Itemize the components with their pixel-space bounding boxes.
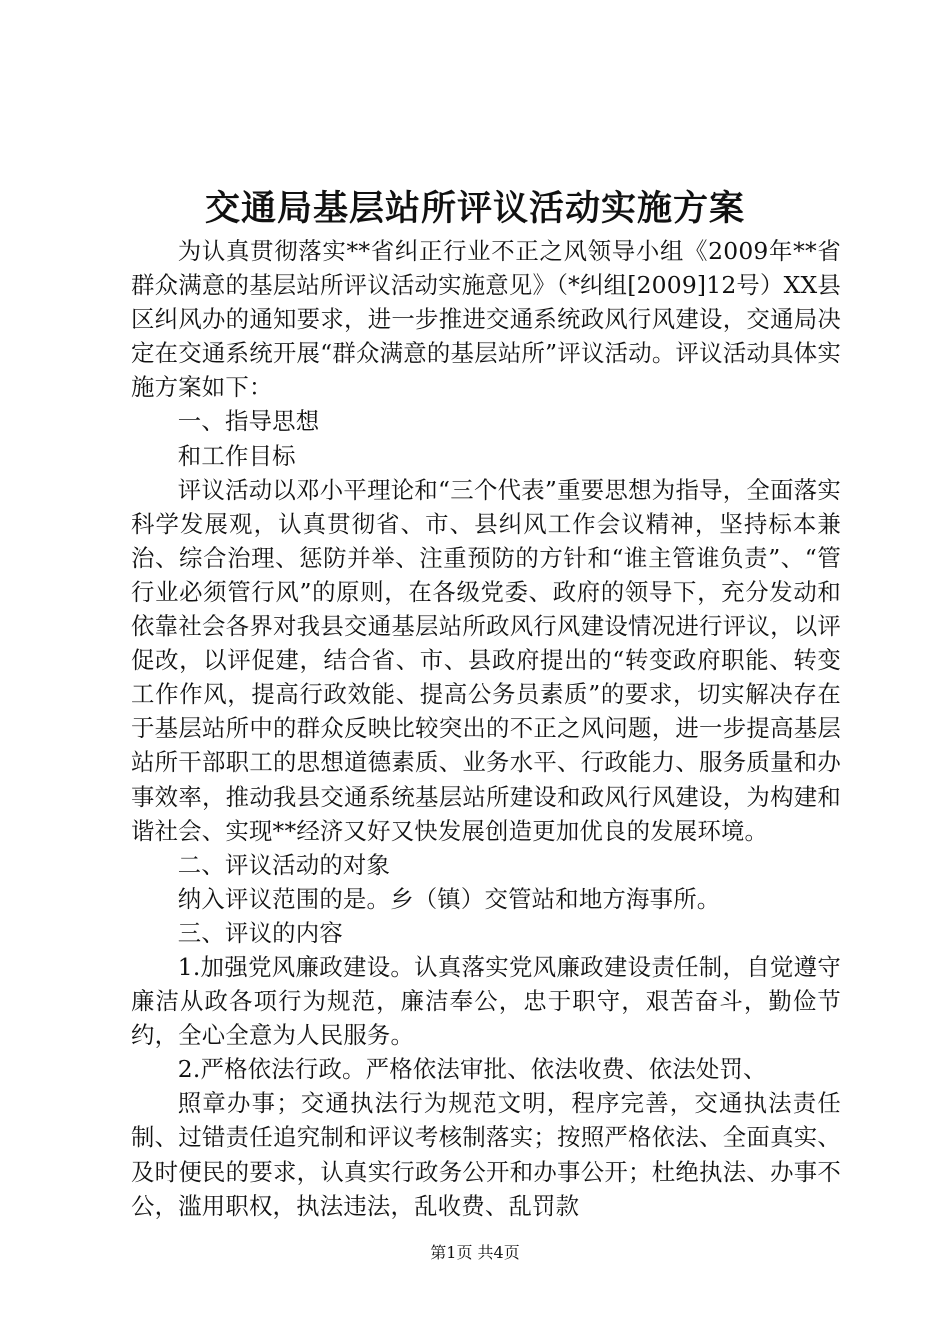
document-body bbox=[131, 234, 841, 1223]
content-item-2: 2.严格依法行政。严格依法审批、依法收费、依法处罚、 bbox=[177, 1055, 767, 1084]
evaluation-targets-paragraph: 纳入评议范围的是。乡（镇）交管站和地方海事所。 bbox=[177, 884, 721, 913]
intro-paragraph: 为认真贯彻落实**省纠正行业不正之风领导小组《2009年**省群众满意的基层站所评议活动实施意见》（*纠组[2009]12号）XX县区纠风办的通知要求，进一步推进交通系统政风行风建设，交通局决定在交通系统开展“群众满意的基层站所”评议活动。评议活动具体实施方案如下： bbox=[131, 237, 841, 402]
page-footer: 第1页 共4页 bbox=[430, 1243, 520, 1262]
content-item-2-continued: 照章办事；交通执法行为规范文明，程序完善，交通执法责任制、过错责任追究制和评议考核制落实；按照严格依法、全面真实、及时便民的要求，认真实行政务公开和办事公开；杜绝执法、办事不公，滥用职权，执法违法，乱收费、乱罚款 bbox=[131, 1089, 841, 1220]
guiding-thought-paragraph: 评议活动以邓小平理论和“三个代表”重要思想为指导，全面落实科学发展观，认真贯彻省、市、县纠风工作会议精神，坚持标本兼治、综合治理、惩防并举、注重预防的方针和“谁主管谁负责”、“管行业必须管行风”的原则，在各级党委、政府的领导下，充分发动和依靠社会各界对我县交通基层站所政风行风建设情况进行评议，以评促改，以评促建，结合省、市、县政府提出的“转变政府职能、转变工作作风，提高行政效能、提高公务员素质”的要求，切实解决存在于基层站所中的群众反映比较突出的不正之风问题，进一步提高基层站所干部职工的思想道德素质、业务水平、行政能力、服务质量和办事效率，推动我县交通系统基层站所建设和政风行风建设，为构建和谐社会、实现**经济又好又快发展创造更加优良的发展环境。 bbox=[131, 475, 841, 845]
content-item-1: 1.加强党风廉政建设。认真落实党风廉政建设责任制，自觉遵守廉洁从政各项行为规范，廉洁奉公，忠于职守，艰苦奋斗，勤俭节约，全心全意为人民服务。 bbox=[131, 952, 841, 1050]
section-heading-evaluation-content: 三、评议的内容 bbox=[177, 918, 343, 947]
section-heading-guiding-thought: 一、指导思想 bbox=[177, 407, 320, 436]
section-heading-evaluation-targets: 二、评议活动的对象 bbox=[177, 850, 391, 879]
section-heading-work-goals: 和工作目标 bbox=[177, 441, 296, 470]
document-title: 交通局基层站所评议活动实施方案 bbox=[204, 188, 745, 229]
